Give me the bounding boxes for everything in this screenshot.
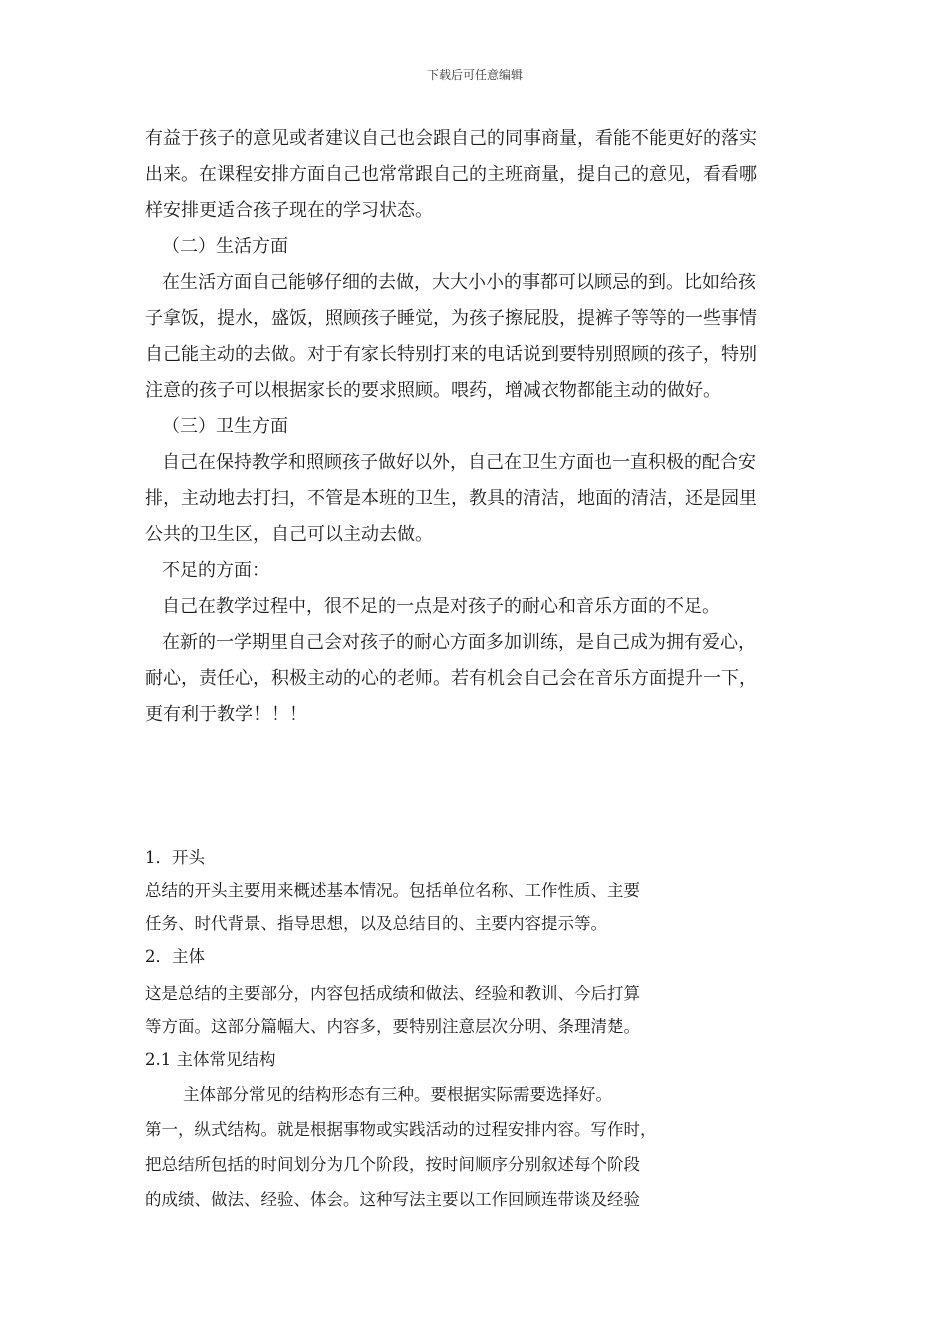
paragraph-line: 总结的开头主要用来概述基本情况。包括单位名称、工作性质、主要 <box>145 881 640 900</box>
section-heading-life: （二）生活方面 <box>162 236 288 257</box>
paragraph-line: 注意的孩子可以根据家长的要求照顾。喂药，增减衣物都能主动的做好。 <box>145 380 721 401</box>
section-heading-hygiene: （三）卫生方面 <box>162 416 288 437</box>
section-heading-shortcomings: 不足的方面： <box>162 560 270 581</box>
paragraph-line: 有益于孩子的意见或者建议自己也会跟自己的同事商量，看能不能更好的落实 <box>145 128 757 149</box>
paragraph-line: 第一，纵式结构。就是根据事物或实践活动的过程安排内容。写作时， <box>145 1120 657 1139</box>
paragraph-line: 自己在保持教学和照顾孩子做好以外，自己在卫生方面也一直积极的配合安 <box>162 452 756 473</box>
paragraph-line: 自己能主动的去做。对于有家长特别打来的电话说到要特别照顾的孩子，特别 <box>145 344 757 365</box>
paragraph-line: 排，主动地去打扫，不管是本班的卫生，教具的清洁，地面的清洁，还是园里 <box>145 488 757 509</box>
heading-opening: 1．开头 <box>145 848 205 867</box>
paragraph-line: 在新的一学期里自己会对孩子的耐心方面多加训练，是自己成为拥有爱心， <box>162 632 756 653</box>
page-header: 下载后可任意编辑 <box>426 68 523 82</box>
paragraph-line: 这是总结的主要部分，内容包括成绩和做法、经验和教训、今后打算 <box>145 984 640 1003</box>
paragraph-line: 样安排更适合孩子现在的学习状态。 <box>145 200 433 221</box>
paragraph-line: 主体部分常见的结构形态有三种。要根据实际需要选择好。 <box>183 1085 612 1104</box>
paragraph-line: 等方面。这部分篇幅大、内容多，要特别注意层次分明、条理清楚。 <box>145 1017 640 1036</box>
paragraph-line: 公共的卫生区，自己可以主动去做。 <box>145 524 433 545</box>
paragraph-line: 子拿饭，提水，盛饭，照顾孩子睡觉，为孩子擦屁股，提裤子等等的一些事情 <box>145 308 757 329</box>
paragraph-line: 自己在教学过程中，很不足的一点是对孩子的耐心和音乐方面的不足。 <box>162 596 720 617</box>
paragraph-line: 耐心，责任心，积极主动的心的老师。若有机会自己会在音乐方面提升一下， <box>145 668 757 689</box>
paragraph-line: 更有利于教学！！！ <box>145 704 307 725</box>
heading-body-structure: 2.1 主体常见结构 <box>145 1050 276 1069</box>
paragraph-line: 的成绩、做法、经验、体会。这种写法主要以工作回顾连带谈及经验 <box>145 1190 640 1209</box>
heading-body: 2．主体 <box>145 947 205 966</box>
paragraph-line: 把总结所包括的时间划分为几个阶段，按时间顺序分别叙述每个阶段 <box>145 1155 640 1174</box>
paragraph-line: 在生活方面自己能够仔细的去做，大大小小的事都可以顾忌的到。比如给孩 <box>162 272 756 293</box>
paragraph-line: 出来。在课程安排方面自己也常常跟自己的主班商量，提自己的意见，看看哪 <box>145 164 757 185</box>
paragraph-line: 任务、时代背景、指导思想，以及总结目的、主要内容提示等。 <box>145 914 607 933</box>
